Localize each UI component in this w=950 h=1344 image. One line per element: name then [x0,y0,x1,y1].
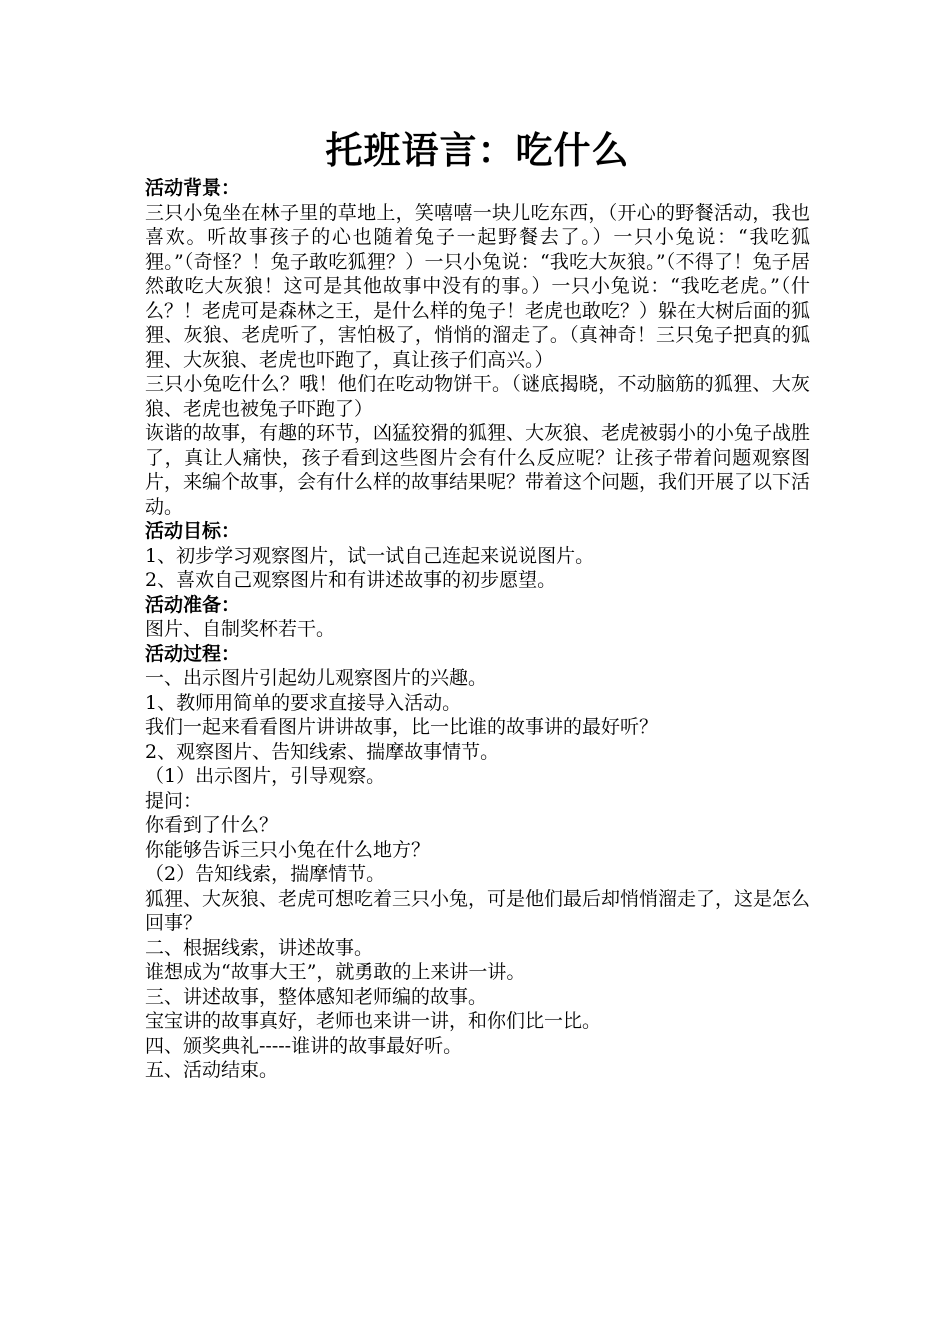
section-heading-background: 活动背景： [145,177,241,199]
paragraph: 谁想成为“故事大王”，就勇敢的上来讲一讲。 [145,961,526,983]
section-heading-preparation: 活动准备： [145,593,241,616]
paragraph: 诙谐的故事，有趣的环节，凶猛狡猾的狐狸、大灰狼、老虎被弱小的小兔子战胜了，真让人痛快，孩子看到这些图片会有什么反应呢？让孩子带着问题观察图片，来编个故事，会有什么样的故事结果呢？带着这个问题，我们开展了以下活动。 [145,422,811,518]
paragraph: 四、颁奖典礼-----谁讲的故事最好听。 [145,1034,463,1057]
paragraph: 2、喜欢自己观察图片和有讲述故事的初步愿望。 [145,569,557,591]
paragraph: （1）出示图片，引导观察。 [145,765,386,787]
paragraph: （2）告知线索，揣摩情节。 [145,863,386,885]
section-process [145,642,810,1083]
section-heading-process: 活动过程： [145,642,241,665]
document-title: 托班语言：吃什么 [325,128,630,172]
paragraph: 二、根据线索，讲述故事。 [145,936,374,959]
paragraph: 1、教师用简单的要求直接导入活动。 [145,691,462,714]
paragraph: 你能够告诉三只小兔在什么地方？ [145,838,431,861]
paragraph: 2、观察图片、告知线索、揣摩故事情节。 [145,740,500,763]
paragraph: 你看到了什么？ [145,814,279,836]
paragraph: 图片、自制奖杯若干。 [145,618,336,640]
paragraph: 狐狸、大灰狼、老虎可想吃着三只小兔，可是他们最后却悄悄溜走了，这是怎么回事？ [145,887,811,934]
paragraph: 一、出示图片引起幼儿观察图片的兴趣。 [145,667,488,689]
paragraph: 宝宝讲的故事真好，老师也来讲一讲，和你们比一比。 [145,1010,602,1032]
section-heading-goals: 活动目标： [145,520,241,542]
document-page [145,126,810,1083]
paragraph: 五、活动结束。 [145,1059,279,1081]
section-goals [145,519,810,593]
paragraph: 三、讲述故事，整体感知老师编的故事。 [145,985,488,1008]
section-preparation [145,593,810,642]
section-background [145,176,810,519]
paragraph: 我们一起来看看图片讲讲故事，比一比谁的故事讲的最好听？ [145,716,659,738]
paragraph: 1、初步学习观察图片，试一试自己连起来说说图片。 [145,544,595,567]
paragraph: 三只小兔吃什么？哦！他们在吃动物饼干。（谜底揭晓，不动脑筋的狐狸、大灰狼、老虎也被兔子吓跑了） [145,373,810,420]
paragraph: 提问： [145,789,203,812]
paragraph: 三只小兔坐在林子里的草地上，笑嘻嘻一块儿吃东西，（开心的野餐活动，我也喜欢。听故事孩子的心也随着兔子一起野餐去了。）一只小兔说：“我吃狐狸。”（奇怪？！兔子敢吃狐狸？）一只小兔说：“我吃大灰狼。”（不得了！兔子居然敢吃大灰狼！这可是其他故事中没有的事。）一只小兔说：“我吃老虎。”（什么？！老虎可是森林之王，是什么样的兔子！老虎也敢吃？）躲在大树后面的狐狸、灰狼、老虎听了，害怕极了，悄悄的溜走了。（真神奇！三只兔子把真的狐狸、大灰狼、老虎也吓跑了，真让孩子们高兴。） [145,201,811,371]
